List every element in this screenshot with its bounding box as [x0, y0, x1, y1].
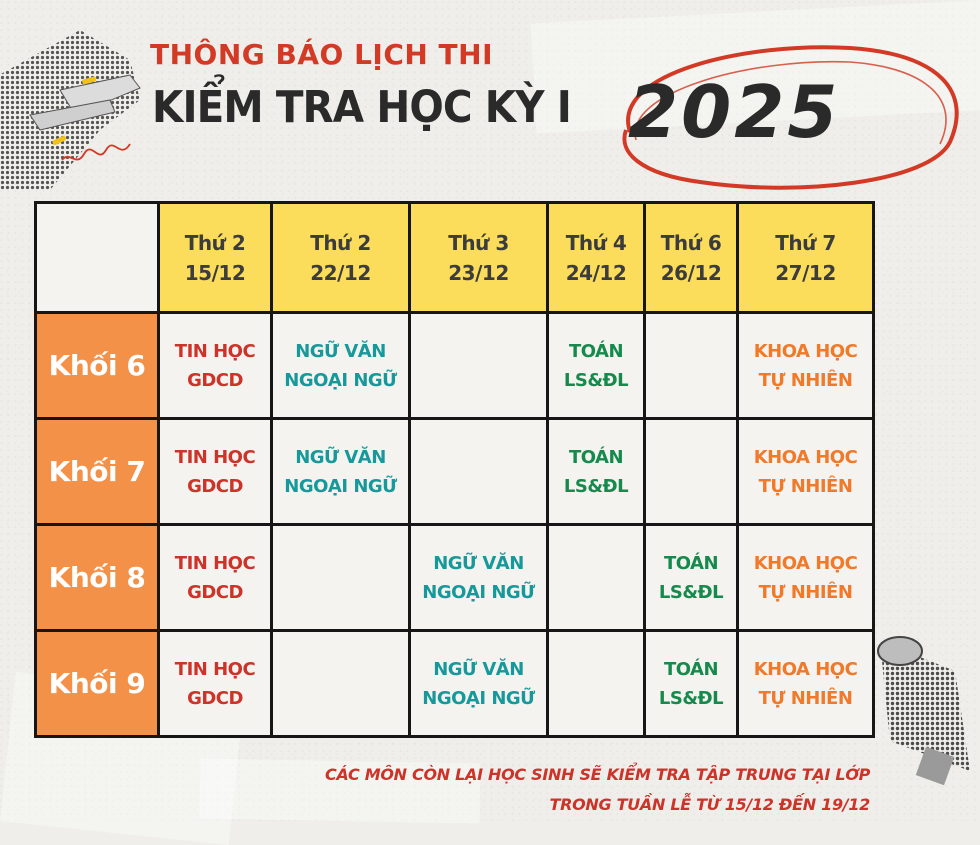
- subject-cell: [159, 313, 272, 419]
- subject-cell-empty: [548, 631, 645, 737]
- column-header: [159, 203, 272, 313]
- column-date: 15/12: [184, 260, 246, 285]
- subject-name: LS&ĐL: [658, 687, 724, 709]
- column-day: Thứ 7: [775, 230, 836, 255]
- subject-cell-empty: [548, 525, 645, 631]
- subject-cell: [548, 419, 645, 525]
- subject-name: NGỮ VĂN: [433, 552, 524, 574]
- subject-name: LS&ĐL: [658, 581, 724, 603]
- subject-name: GDCD: [187, 369, 243, 391]
- footer-note-line-1: CÁC MÔN CÒN LẠI HỌC SINH SẼ KIỂM TRA TẬP TRUNG TẠI LỚP: [324, 765, 870, 784]
- subject-name: TOÁN: [568, 446, 624, 468]
- subject-cell-empty: [410, 419, 548, 525]
- subject-cell-empty: [272, 631, 410, 737]
- subject-name: NGỮ VĂN: [295, 340, 386, 362]
- subject-cell-empty: [410, 313, 548, 419]
- title-year: 2025: [628, 70, 841, 154]
- column-day: Thứ 3: [448, 230, 509, 255]
- title-announcement: THÔNG BÁO LỊCH THI: [150, 38, 494, 71]
- subject-cell: [159, 631, 272, 737]
- subject-name: NGỮ VĂN: [433, 658, 524, 680]
- subject-cell: [645, 525, 738, 631]
- subject-name: TOÁN: [568, 340, 624, 362]
- grade-label: Khối 9: [36, 631, 159, 737]
- subject-cell: [645, 631, 738, 737]
- subject-name: KHOA HỌC: [753, 552, 858, 574]
- column-header: [410, 203, 548, 313]
- grade-label: Khối 7: [36, 419, 159, 525]
- subject-name: TỰ NHIÊN: [758, 475, 853, 497]
- column-header: [548, 203, 645, 313]
- footer-note-line-2: TRONG TUẦN LỄ TỪ 15/12 ĐẾN 19/12: [549, 795, 870, 814]
- column-date: 23/12: [448, 260, 509, 285]
- hand-photo-icon: [0, 20, 150, 200]
- column-date: 24/12: [565, 260, 627, 285]
- scribble-icon: [60, 130, 140, 170]
- subject-name: KHOA HỌC: [753, 446, 858, 468]
- subject-name: NGỮ VĂN: [295, 446, 386, 468]
- column-day: Thứ 2: [310, 230, 371, 255]
- subject-name: NGOẠI NGỮ: [422, 581, 535, 603]
- grade-label: Khối 8: [36, 525, 159, 631]
- subject-cell: [159, 525, 272, 631]
- exam-schedule-table: [34, 201, 875, 738]
- table-corner-cell: [36, 203, 159, 313]
- subject-name: GDCD: [187, 581, 243, 603]
- subject-cell: [159, 419, 272, 525]
- subject-cell: [272, 313, 410, 419]
- column-date: 22/12: [310, 260, 371, 285]
- subject-name: TIN HỌC: [174, 446, 256, 468]
- subject-name: TỰ NHIÊN: [758, 581, 853, 603]
- subject-name: NGOẠI NGỮ: [284, 369, 397, 391]
- subject-name: TOÁN: [663, 552, 719, 574]
- subject-name: TIN HỌC: [174, 340, 256, 362]
- subject-name: NGOẠI NGỮ: [284, 475, 397, 497]
- column-header: [738, 203, 874, 313]
- table-row: [36, 525, 874, 631]
- subject-cell: [738, 525, 874, 631]
- subject-name: TOÁN: [663, 658, 719, 680]
- subject-cell: [548, 313, 645, 419]
- megaphone-icon: [860, 621, 980, 791]
- subject-cell: [738, 631, 874, 737]
- subject-name: GDCD: [187, 475, 243, 497]
- subject-cell: [738, 419, 874, 525]
- subject-name: LS&ĐL: [563, 475, 629, 497]
- subject-cell: [738, 313, 874, 419]
- subject-name: TIN HỌC: [174, 552, 256, 574]
- subject-name: GDCD: [187, 687, 243, 709]
- table-header-row: [36, 203, 874, 313]
- column-date: 27/12: [775, 260, 836, 285]
- subject-cell-empty: [645, 419, 738, 525]
- table-row: [36, 313, 874, 419]
- title-exam-name: KIỂM TRA HỌC KỲ I: [152, 82, 571, 133]
- subject-name: KHOA HỌC: [753, 340, 858, 362]
- subject-name: NGOẠI NGỮ: [422, 687, 535, 709]
- column-header: [272, 203, 410, 313]
- column-header: [645, 203, 738, 313]
- subject-name: TIN HỌC: [174, 658, 256, 680]
- subject-name: LS&ĐL: [563, 369, 629, 391]
- column-date: 26/12: [660, 260, 722, 285]
- table-row: [36, 419, 874, 525]
- subject-cell-empty: [645, 313, 738, 419]
- subject-cell: [272, 419, 410, 525]
- subject-name: TỰ NHIÊN: [758, 687, 853, 709]
- subject-cell: [410, 525, 548, 631]
- subject-name: TỰ NHIÊN: [758, 369, 853, 391]
- column-day: Thứ 6: [660, 230, 722, 255]
- table-row: [36, 631, 874, 737]
- footer-note: [325, 760, 870, 820]
- column-day: Thứ 4: [565, 230, 627, 255]
- grade-label: Khối 6: [36, 313, 159, 419]
- subject-name: KHOA HỌC: [753, 658, 858, 680]
- column-day: Thứ 2: [184, 230, 246, 255]
- subject-cell: [410, 631, 548, 737]
- subject-cell-empty: [272, 525, 410, 631]
